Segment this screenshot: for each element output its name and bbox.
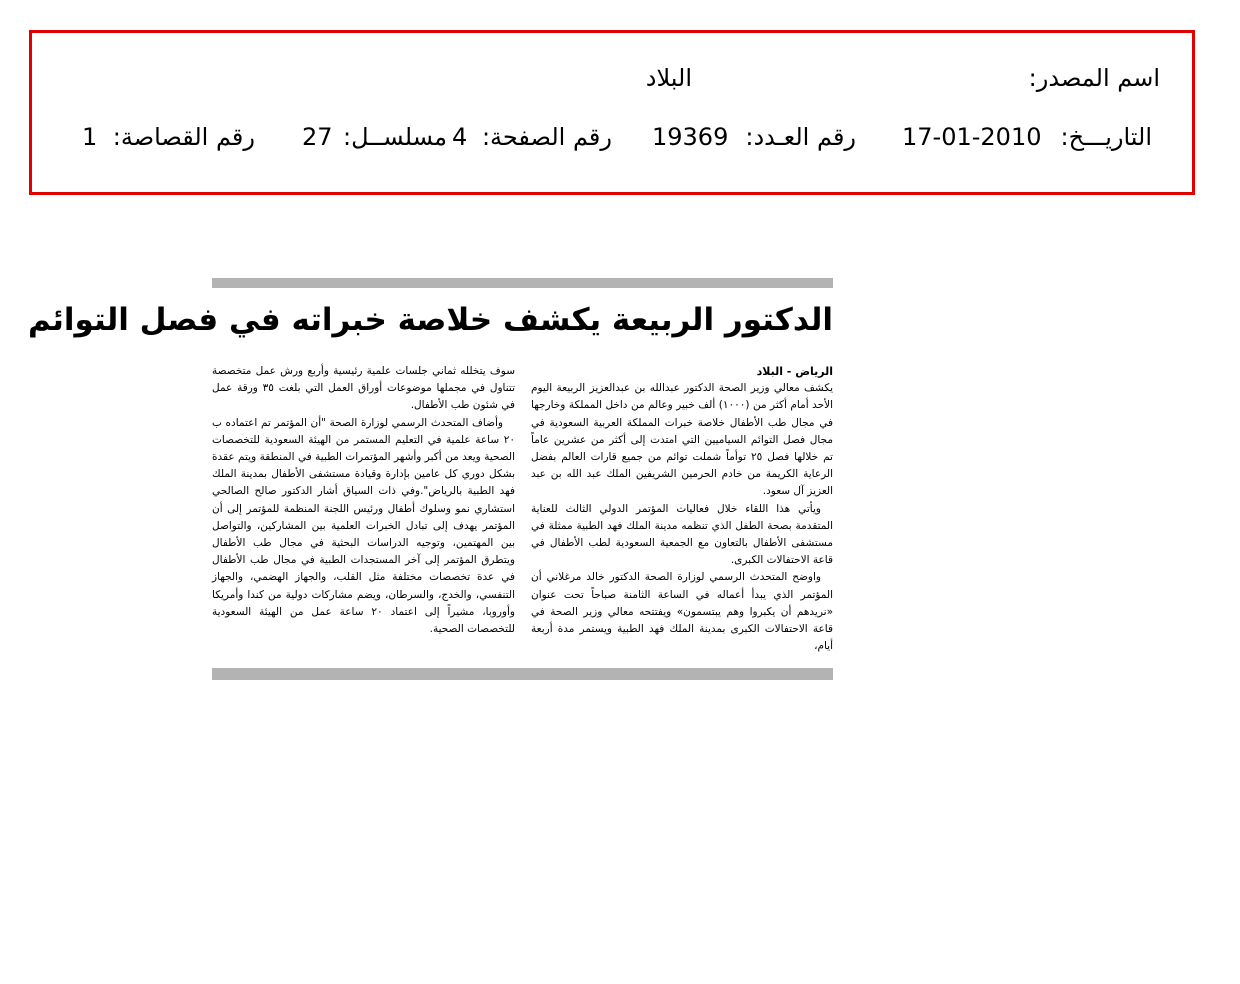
newspaper-clipping	[27, 278, 833, 681]
bottom-rule	[212, 668, 833, 680]
serial-value: 27	[302, 123, 333, 151]
date-label: التاريـــخ:	[1060, 123, 1152, 151]
source-label: اسم المصدر:	[1028, 64, 1160, 92]
clip-label: رقم القصاصة:	[112, 123, 255, 151]
article-paragraph: وأضاف المتحدث الرسمي لوزارة الصحة "أن المؤتمر تم اعتماده ب ٢٠ ساعة علمية في التعليم المستمر من الهيئة السعودية للتخصصات الصحية ويعد من أكبر وأشهر المؤتمرات الطبية في المنطقة ويتم عقدة بشكل دوري كل عامين بإدارة وقيادة مستشفى الأطفال بمدينة الملك فهد الطبية بالرياض".وفي ذات السياق أشار الدكتور صالح الصالحي استشاري نمو وسلوك أطفال ورئيس اللجنة المنظمة للمؤتمر إلى أن المؤتمر يهدف إلى تبادل الخبرات العلمية بين المشاركين، والتواصل بين المهتمين، وتوجيه الدراسات البحثية في مجال طب الأطفال ويتطرق المؤتمر إلى آخر المستجدات الطبية في مجال طب الأطفال في عدة تخصصات مختلفة مثل القلب، والجهاز الهضمي، والجهاز التنفسي، والخدج، والسرطان، ويضم مشاركات دولية من كندا وأمريكا وأوروبا، مشيراً إلى اعتماد ٢٠ ساعة عمل من الهيئة السعودية للتخصصات الصحية.	[212, 416, 515, 636]
page-label: رقم الصفحة:	[481, 123, 612, 151]
issue-label: رقم العـدد:	[745, 123, 856, 151]
article-headline: الدكتور الربيعة يكشف خلاصة خبراته في فصل التوائم	[27, 302, 833, 338]
article-paragraph: واوضح المتحدث الرسمي لوزارة الصحة الدكتور خالد مرغلاني أن المؤتمر الذي يبدأ أعماله في الساعة الثامنة صباحاً تحت عنوان «نريدهم أن يكبروا وهم يبتسمون» ويفتتحه معالي وزير الصحة في قاعة الاحتفالات الكبرى بمدينة الملك فهد الطبية ويستمر مدة أربعة أيام،	[531, 571, 833, 653]
page-value: 4	[452, 123, 468, 151]
source-value: البلاد	[645, 64, 692, 92]
clip-value: 1	[82, 123, 98, 151]
clipping-metadata-box	[29, 30, 1195, 195]
article-dateline: الرياض - البلاد	[756, 365, 833, 378]
top-rule	[212, 278, 833, 288]
article-column-right	[531, 363, 833, 655]
date-value: 17-01-2010	[902, 123, 1042, 151]
article-paragraph: يكشف معالي وزير الصحة الدكتور عبدالله بن عبدالعزيز الربيعة اليوم الأحد أمام أكثر من (١٠٠٠) ألف خبير وعالم من داخل المملكة وخارجها في مجال طب الأطفال خلاصة خبرات المملكة العربية السعودية في مجال فصل التوائم السياميين التي امتدت إلى أكثر من عشرين عاماً تم خلالها فصل ٢٥ توأماً شملت توائم من جميع قارات العالم بفضل الرعاية الكريمة من خادم الحرمين الشريفين الملك عبد الله بن عبد العزيز آل سعود.	[531, 382, 833, 498]
article-paragraph: ويأتي هذا اللقاء خلال فعاليات المؤتمر الدولي الثالث للعناية المتقدمة بصحة الطفل الذي تنظمه مدينة الملك فهد الطبية ممثلة في مستشفى الأطفال بالتعاون مع الجمعية السعودية لطب الأطفال في قاعة الاحتفالات الكبرى.	[531, 502, 833, 567]
article-paragraph: سوف يتخلله ثماني جلسات علمية رئيسية وأربع ورش عمل متخصصة تتناول في مجملها موضوعات أوراق العمل التي بلغت ٣٥ ورقة عمل في شئون طب الأطفال.	[212, 365, 515, 412]
issue-value: 19369	[652, 123, 729, 151]
article-column-left	[212, 363, 515, 638]
serial-label: مسلســل:	[343, 123, 447, 151]
